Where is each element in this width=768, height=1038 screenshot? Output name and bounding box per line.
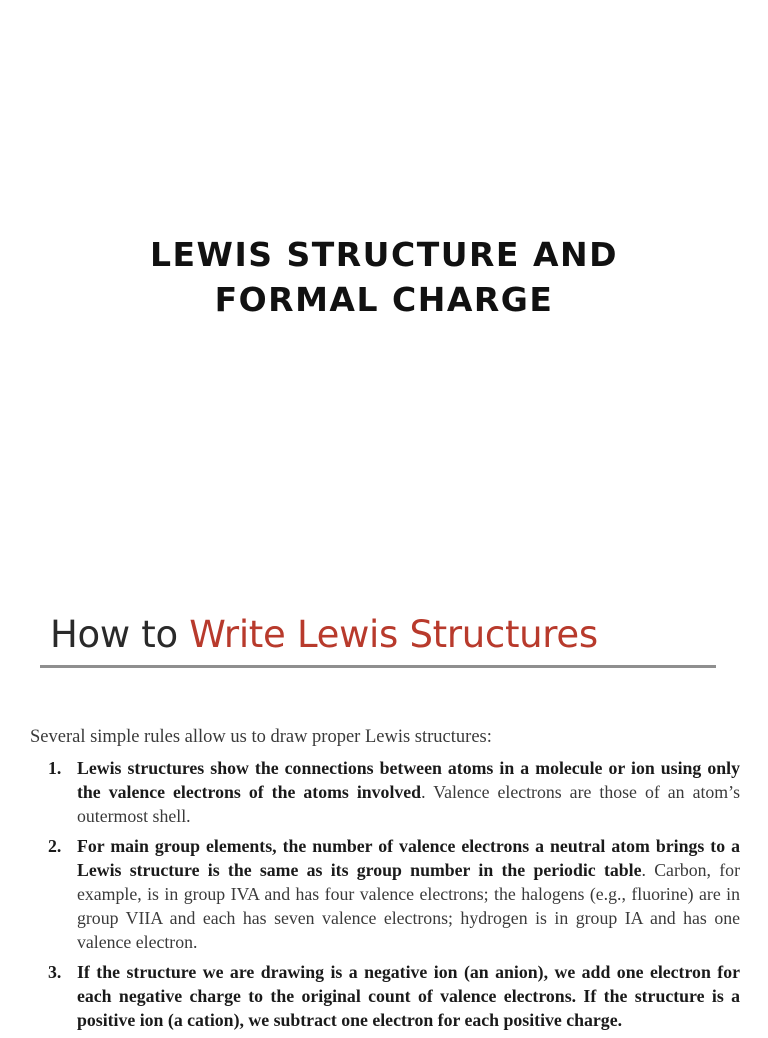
intro-text: Several simple rules allow us to draw proper Lewis structures: (30, 727, 492, 747)
rule-bold-text: If the structure we are drawing is a negative ion (an anion), we add one electron for each negative charge to the original count of valence electrons. If the structure is a positive ion (a cation), we subtract one electron for each positive charge. (77, 962, 740, 1030)
rule-item-2 (48, 834, 740, 954)
rule-number: 3. (48, 962, 62, 982)
rule-number: 2. (48, 836, 62, 856)
rule-item-3 (48, 960, 740, 1032)
section-heading-accent: Write Lewis Structures (189, 613, 598, 656)
rules-list (48, 756, 740, 1038)
slide-title-line-1: LEWIS STRUCTURE AND (149, 235, 618, 274)
heading-divider (40, 665, 716, 668)
slide-title (0, 232, 768, 322)
rule-number: 1. (48, 758, 62, 778)
rule-item-1 (48, 756, 740, 828)
slide-title-line-2: FORMAL CHARGE (214, 280, 554, 319)
rule-bold-text: For main group elements, the number of valence electrons a neutral atom brings to a Lewis structure is the same as its group number in the periodic table (77, 836, 740, 880)
section-heading (50, 611, 598, 659)
section-heading-plain: How to (50, 613, 190, 656)
rule-bold-text: Lewis structures show the connections between atoms in a molecule or ion using only the valence electrons of the atoms involved (77, 758, 740, 802)
rule-normal-text: . Carbon, for example, is in group IVA and has four valence electrons; the halogens (e.g., fluorine) are in group VIIA and each has seven valence electrons; hydrogen is in group IA and has one valence electron. (77, 860, 740, 952)
rule-normal-text: . Valence electrons are those of an atom’s outermost shell. (77, 782, 740, 826)
